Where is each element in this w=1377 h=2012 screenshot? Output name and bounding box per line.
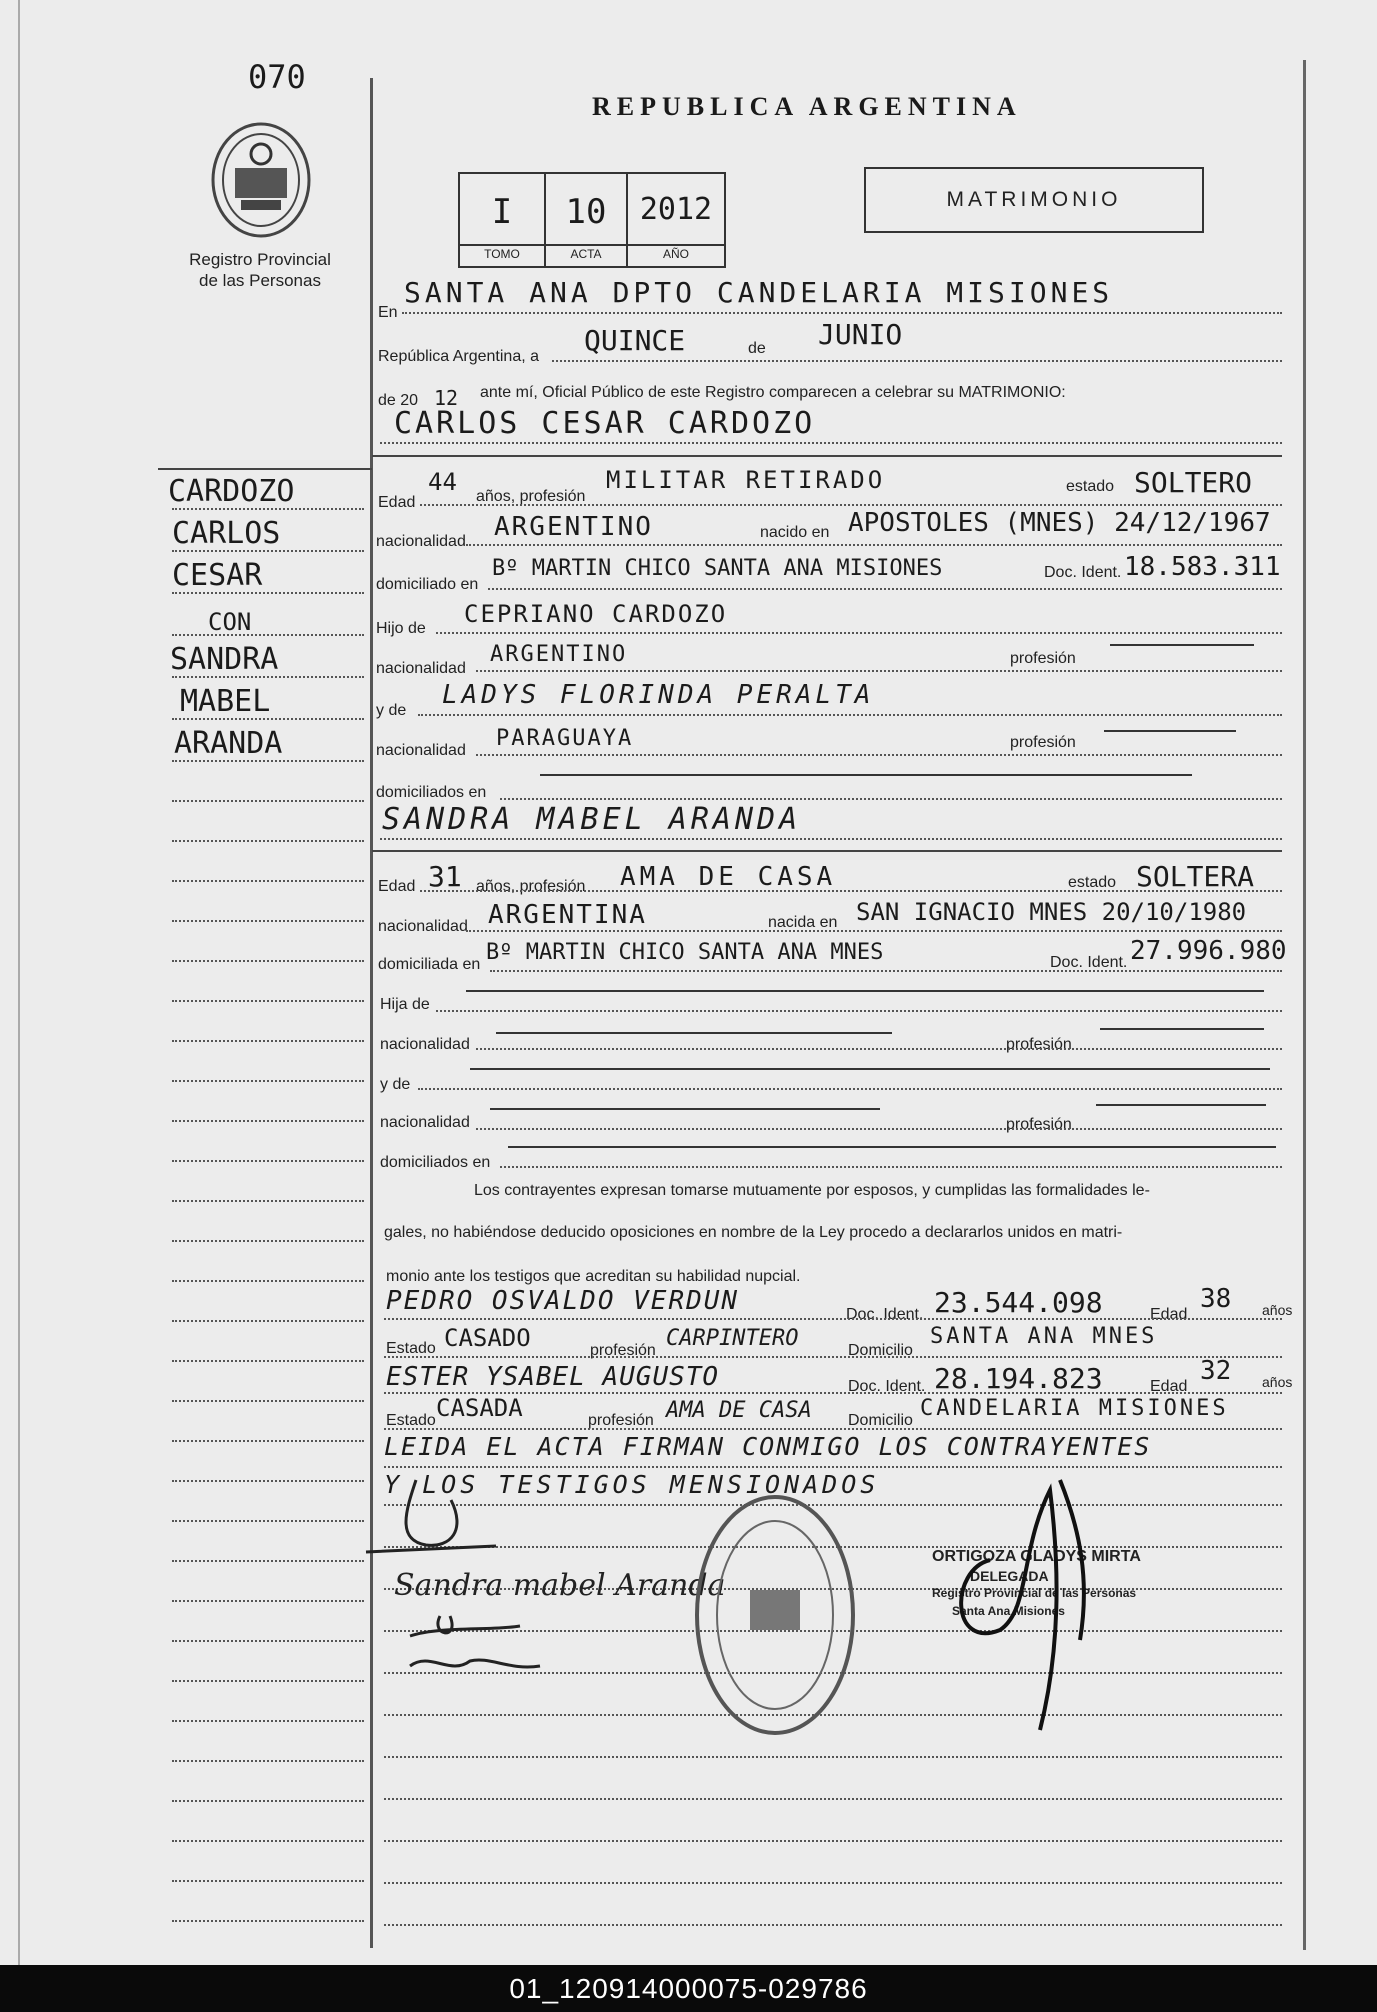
right-border [1303,60,1306,1950]
witness2-edad: 32 [1200,1356,1232,1386]
bride-domiciliados-label: domiciliados en [380,1154,491,1171]
day-value: QUINCE [584,324,686,357]
bride-nacida-label: nacida en [768,914,838,931]
witness-signatures [400,1606,550,1686]
witness1-profesion: CARPINTERO [666,1326,799,1351]
rule [552,360,1282,362]
bride-hija-label: Hija de [380,996,430,1013]
margin-rule [172,1400,364,1402]
margin-rule [172,550,364,552]
margin-rule [172,508,364,510]
delegate-org: Registro Provincial de las Personas [932,1586,1137,1600]
blank-stroke [470,1068,1270,1070]
registry-line2: de las Personas [199,271,321,290]
margin-rule [172,718,364,720]
bride-prof2-label: profesión [1006,1116,1072,1133]
bride-prof1-label: profesión [1006,1036,1072,1053]
groom-madre-nac: PARAGUAYA [496,726,634,751]
margin-name-7: ARANDA [174,726,283,761]
groom-padre-nac: ARGENTINO [490,642,628,667]
bride-dom-label: domiciliada en [378,956,481,973]
groom-dom-label: domiciliado en [376,576,479,593]
bride-nacionalidad: ARGENTINA [488,900,647,930]
republic-label: República Argentina, a [378,348,539,365]
closing-line2: Y LOS TESTIGOS MENSIONADOS [384,1470,880,1499]
bride-nacida: SAN IGNACIO MNES 20/10/1980 [856,898,1247,926]
witness2-prof-label: profesión [588,1412,654,1429]
groom-domicilio: Bº MARTIN CHICO SANTA ANA MISIONES [492,556,943,581]
act-type: MATRIMONIO [946,188,1122,211]
margin-top-rule [158,468,372,470]
margin-rule [172,1560,364,1562]
rule [380,442,1282,444]
rule [418,714,1282,716]
witness2-estado: CASADA [436,1394,523,1422]
margin-name-6: MABEL [180,684,271,719]
groom-edad-label: Edad [378,494,416,511]
margin-name-3: CESAR [172,558,263,593]
delegate-role: DELEGADA [970,1568,1049,1584]
margin-rule [172,592,364,594]
witness2-anios-label: años [1262,1374,1293,1390]
margin-rule [172,1440,364,1442]
rule [384,1428,1282,1430]
bride-profesion: AMA DE CASA [620,862,837,892]
rule [384,1798,1282,1800]
rule [488,588,1282,590]
margin-rule [172,880,364,882]
margin-rule [172,1600,364,1602]
witness2-profesion: AMA DE CASA [666,1398,812,1423]
rule [420,890,1282,892]
witness1-estado: CASADO [444,1324,531,1352]
margin-rule [172,960,364,962]
groom-padre-nac-label: nacionalidad [376,660,466,677]
margin-rule [172,1320,364,1322]
groom-profesion: MILITAR RETIRADO [606,466,886,494]
rule [384,1840,1282,1842]
margin-divider [370,78,373,1948]
groom-yde-label: y de [376,702,407,719]
witness1-estado-label: Estado [386,1340,436,1357]
margin-rule [172,1240,364,1242]
declaration-line2: gales, no habiéndose deducido oposiciones en nombre de la Ley procedo a declararlos unidos en matri- [384,1224,1123,1241]
blank-stroke [508,1146,1276,1148]
margin-rule [172,1920,364,1922]
anio-value: 2012 [639,192,713,227]
bride-nac2-label: nacionalidad [380,1114,470,1131]
margin-rule [172,1120,364,1122]
acta-label: ACTA [570,247,602,261]
witness1-prof-label: profesión [590,1342,656,1359]
margin-rule [172,1800,364,1802]
bride-name: SANDRA MABEL ARANDA [382,802,802,837]
page-number: 070 [248,58,306,96]
witness1-dom-label: Domicilio [848,1342,913,1359]
witness1-doc-label: Doc. Ident. [846,1306,924,1323]
section-rule [372,455,1282,457]
margin-rule [172,1640,364,1642]
document-id-footer: 01_120914000075-029786 [0,1965,1377,2012]
margin-name-1: CARDOZO [168,474,295,509]
rule [500,798,1282,800]
groom-padre: CEPRIANO CARDOZO [464,600,728,628]
witness1-name: PEDRO OSVALDO VERDUN [386,1286,740,1316]
bride-anios-prof-label: años, profesión [476,878,586,895]
groom-doc: 18.583.311 [1124,552,1281,582]
groom-signature [356,1460,506,1560]
groom-estado-label: estado [1066,478,1115,495]
margin-rule [172,760,364,762]
margin-rule [172,800,364,802]
rule [500,1166,1282,1168]
groom-name: CARLOS CESAR CARDOZO [394,406,816,441]
margin-rule [172,1680,364,1682]
groom-madre: LADYS FLORINDA PERALTA [442,680,875,710]
rule [384,1756,1282,1758]
witness2-name: ESTER YSABEL AUGUSTO [386,1362,720,1392]
registry-line1: Registro Provincial [189,250,331,269]
rule [420,504,1282,506]
groom-nac-label: nacionalidad [376,533,466,550]
page-title: REPUBLICA ARGENTINA [592,92,1022,121]
blank-stroke [1104,730,1236,732]
groom-domiciliados-label: domiciliados en [376,784,487,801]
bride-estado-label: estado [1068,874,1117,891]
box-divider [460,244,724,246]
margin-name-5: SANDRA [170,642,279,677]
blank-stroke [466,990,1264,992]
rule [476,670,1282,672]
officer-signature [910,1450,1140,1750]
margin-rule [172,840,364,842]
rule [384,1318,1282,1320]
margin-rule [172,1040,364,1042]
left-edge [18,0,20,1965]
rule [402,312,1282,314]
margin-rule [172,1200,364,1202]
blank-stroke [1096,1104,1266,1106]
witness2-dom-label: Domicilio [848,1412,913,1429]
anio-label: AÑO [662,247,689,261]
bride-edad-label: Edad [378,878,416,895]
margin-name-4: CON [208,608,252,636]
en-label: En [378,304,398,321]
rule [384,1466,1282,1468]
rule [384,1356,1282,1358]
witness1-edad-label: Edad [1150,1306,1188,1323]
witness1-anios-label: años [1262,1302,1293,1318]
margin-name-2: CARLOS [172,516,281,551]
margin-rule [172,1840,364,1842]
margin-rule [172,1720,364,1722]
record-box [458,172,726,268]
groom-estado: SOLTERO [1134,466,1253,499]
witness2-doc: 28.194.823 [934,1362,1103,1395]
registry-seal-icon [690,1490,860,1740]
declaration-line1: Los contrayentes expresan tomarse mutuamente por esposos, y cumplidas las formalidades le- [474,1182,1150,1199]
bride-yde-label: y de [380,1076,411,1093]
groom-nacionalidad: ARGENTINO [494,512,653,542]
groom-anios-prof-label: años, profesión [476,488,586,505]
rule [476,1048,1282,1050]
place-value: SANTA ANA DPTO CANDELARIA MISIONES [404,276,1114,309]
groom-nacido-label: nacido en [760,524,830,541]
year-suffix: 12 [434,386,459,410]
rule [466,930,1282,932]
margin-rule [172,1480,364,1482]
bride-doc-label: Doc. Ident. [1050,954,1128,971]
witness1-doc: 23.544.098 [934,1286,1103,1319]
margin-rule [172,1880,364,1882]
groom-edad: 44 [428,468,457,496]
margin-rule [172,634,364,636]
rule [476,1128,1282,1130]
witness1-edad: 38 [1200,1284,1232,1314]
bride-estado: SOLTERA [1136,860,1255,893]
bride-domicilio: Bº MARTIN CHICO SANTA ANA MNES [486,940,884,965]
witness1-domicilio: SANTA ANA MNES [930,1324,1158,1349]
rule [490,970,1282,972]
act-type-box [864,167,1204,233]
province-emblem-icon [205,118,317,240]
month-value: JUNIO [818,318,903,351]
margin-rule [172,1760,364,1762]
bride-nac1-label: nacionalidad [380,1036,470,1053]
acta-value: 10 [565,192,607,232]
blank-stroke [490,1108,880,1110]
year-prefix: de 20 [378,392,419,409]
witness2-doc-label: Doc. Ident. [848,1378,926,1395]
margin-rule [172,1080,364,1082]
rule [436,632,1282,634]
delegate-name: ORTIGOZA GLADYS MIRTA [932,1548,1141,1565]
statement: ante mí, Oficial Público de este Registro comparecen a celebrar su MATRIMONIO: [480,384,1066,401]
rule [476,754,1282,756]
rule [380,838,1282,840]
rule [466,544,1282,546]
margin-rule [172,1000,364,1002]
tomo-value: I [491,192,513,232]
witness2-domicilio: CANDELARIA MISIONES [920,1396,1229,1421]
groom-madre-nac-label: nacionalidad [376,742,466,759]
margin-rule [172,920,364,922]
witness2-estado-label: Estado [386,1412,436,1429]
closing-line1: LEIDA EL ACTA FIRMAN CONMIGO LOS CONTRAYENTES [384,1432,1152,1461]
blank-stroke [1100,1028,1264,1030]
bride-nac-label: nacionalidad [378,918,468,935]
margin-rule [172,1280,364,1282]
groom-padre-prof-label: profesión [1010,650,1076,667]
rule [418,1088,1282,1090]
declaration-line3: monio ante los testigos que acreditan su habilidad nupcial. [386,1268,801,1285]
bride-doc: 27.996.980 [1130,936,1287,966]
tomo-label: TOMO [484,247,520,261]
groom-nacido: APOSTOLES (MNES) 24/12/1967 [848,508,1271,538]
delegate-place: Santa Ana Misiones [952,1604,1065,1618]
groom-doc-label: Doc. Ident. [1044,564,1122,581]
margin-rule [172,1520,364,1522]
bride-edad: 31 [428,860,462,893]
blank-stroke [1110,644,1254,646]
section-rule [372,850,1282,852]
rule [436,1010,1282,1012]
margin-rule [172,676,364,678]
blank-stroke [540,774,1192,776]
margin-rule [172,1360,364,1362]
rule [384,1924,1282,1926]
blank-stroke [496,1032,892,1034]
bride-signature: Sandra mabel Aranda [394,1568,726,1603]
rule [384,1882,1282,1884]
groom-madre-prof-label: profesión [1010,734,1076,751]
witness2-edad-label: Edad [1150,1378,1188,1395]
de-label: de [748,340,766,357]
margin-rule [172,1160,364,1162]
groom-hijo-label: Hijo de [376,620,426,637]
